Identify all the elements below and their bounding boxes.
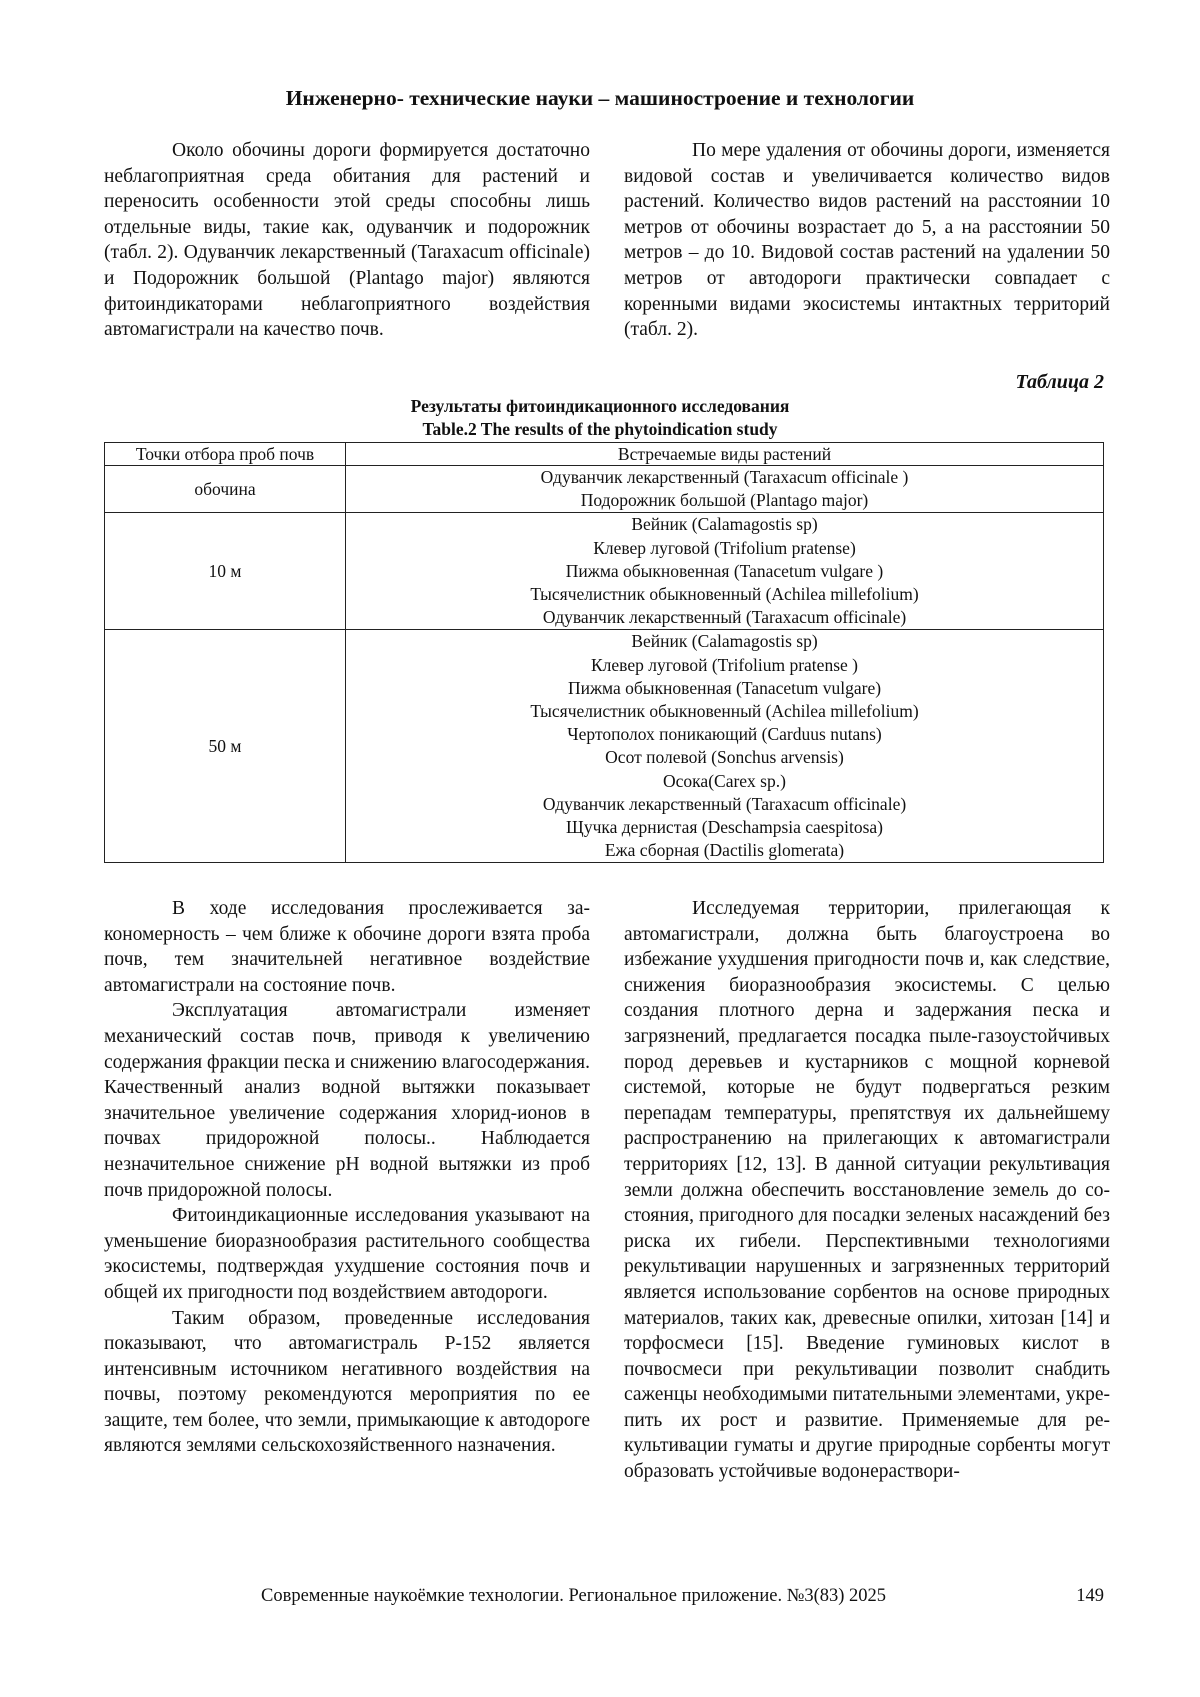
table-row (105, 630, 1104, 863)
paragraph: Эксплуатация автомагистрали изменяет механический состав почв, приводя к увеличению содержания фракции песка и снижению влагосодержания. Качественный анализ водной вытяжки показывает значительное увеличение содержания хлорид-ионов в почвах придорожной полосы.. Наблюдается незначительное снижение pH водной вытяжки из проб почв придорожной полосы. (104, 1000, 590, 1201)
table-title-ru: Результаты фитоиндикационного исследования (410, 396, 790, 416)
paragraph: Около обочины дороги формируется достаточно неблагоприятная среда обитания для растений и переносить особенности этой среды способны лишь отдельные виды, такие как, одуванчик и подорожник (табл. 2). Одуванчик лекарственный (Taraxacum officinale) и Подорожник большой (Plantago major) являются фитоиндикаторами неблагоприятного воздействия автомагистрали на качество почв. (104, 140, 590, 341)
table-row (105, 513, 1104, 630)
column-bottom-left (104, 896, 590, 1459)
paragraph: Таким образом, проведенные исследования показывают, что автомагистраль Р-152 является интенсивным источником негативного воздействия на почвы, поэтому рекомендуются мероприятия по ее защите, тем более, что земли, примыкающие к автодороге являются землями сельскохозяйственного назначения. (104, 1307, 590, 1457)
species-cell (346, 513, 1104, 630)
column-header: Точки отбора проб почв (105, 443, 346, 466)
paragraph: По мере удаления от обочины дороги, изменяется видовой состав и увеличивается количество видов растений. Количество видов растений на расстоянии 10 метров от обочины возрастает до 5, а на расстоянии 50 метров – до 10. Видовой состав растений на удалении 50 метров от автодороги практически совпадает с коренными видами экосистемы интактных территорий (табл. 2). (624, 140, 1110, 341)
species-table (104, 442, 1104, 863)
species-item: Подорожник большой (Plantago major) (580, 490, 869, 511)
column-header: Встречаемые виды растений (346, 443, 1104, 466)
sampling-point-cell: 10 м (105, 513, 346, 630)
table-row (105, 466, 1104, 513)
table-header-row (105, 443, 1104, 466)
species-item: Ежа сборная (Dactilis glomerata) (604, 840, 845, 861)
column-bottom-right (624, 896, 1110, 1485)
species-item: Клевер луговой (Trifolium pratense) (593, 537, 856, 558)
column-top-right (624, 138, 1110, 343)
species-item: Одуванчик лекарственный (Taraxacum officinale) (542, 793, 907, 814)
species-cell (346, 466, 1104, 513)
table-title-en: Table.2 The results of the phytoindication study (422, 419, 778, 439)
species-cell (346, 630, 1104, 863)
table-label: Таблица 2 (1015, 371, 1104, 393)
species-item: Пижма обыкновенная (Tanacetum vulgare) (567, 677, 882, 698)
paragraph: В ходе исследования прослеживается закономерность – чем ближе к обочине дороги взята проба почв, тем значительней негативное воздействие автомагистрали на состояние почв. (104, 898, 590, 996)
species-item: Тысячелистник обыкновенный (Achilea millefolium) (530, 701, 919, 722)
column-top-left (104, 138, 590, 343)
running-title: Инженерно- технические науки – машиностроение и технологии (285, 86, 915, 110)
species-item: Одуванчик лекарственный (Taraxacum officinale) (542, 607, 907, 628)
sampling-point-cell: обочина (105, 466, 346, 513)
species-item: Одуванчик лекарственный (Taraxacum officinale ) (540, 467, 909, 487)
page-number: 149 (1076, 1586, 1104, 1606)
paragraph: Фитоиндикационные исследования указывают на уменьшение биоразнообразия растительного сообщества экосистемы, подтверждая ухудшение состояния почв и общей их пригодности под воздействием автодороги. (104, 1205, 590, 1303)
species-item: Щучка дернистая (Deschampsia caespitosa) (565, 817, 884, 838)
species-item: Осот полевой (Sonchus arvensis) (605, 747, 844, 768)
species-item: Осока(Carex sp.) (663, 770, 786, 791)
journal-footer: Современные наукоёмкие технологии. Региональное приложение. №3(83) 2025 (261, 1586, 887, 1606)
species-item: Тысячелистник обыкновенный (Achilea millefolium) (530, 584, 919, 605)
species-item: Пижма обыкновенная (Tanacetum vulgare ) (565, 560, 884, 581)
species-item: Вейник (Calamagostis sp) (631, 631, 818, 652)
species-item: Вейник (Calamagostis sp) (631, 514, 818, 535)
sampling-point-cell: 50 м (105, 630, 346, 863)
species-item: Клевер луговой (Trifolium pratense ) (591, 654, 858, 675)
paragraph: Исследуемая территории, прилегающая к автомагистрали, должна быть благоустроена во избежание ухудшения пригодности почв и, как следствие, снижения биоразнообразия экосистемы. С целью создания плотного дерна и задержания песка и загрязнений, предлагается посадка пыле-газоустойчивых пород деревьев и кустарников с мощной корневой системой, которые не будут подвергаться резким перепадам температуры, препятствуя их дальнейшему распространению на прилегающих к автомагистрали территориях [12, 13]. В данной ситуации рекультивация земли должна обеспечить восстановление земель до состояния, пригодного для посадки зеленых насаждений без риска их гибели. Перспективными технологиями рекультивации нарушенных и загрязненных территорий является использование сорбентов на основе природных материалов, таких как, древесные опилки, хитозан [14] и торфосмеси [15]. Введение гуминовых кислот в почвосмеси при рекультивации позволит снабдить саженцы необходимыми питательными элементами, укрепить их рост и развитие. Применяемые для рекультивации гуматы и другие природные сорбенты могут образовать устойчивые водонераствори- (624, 898, 1110, 1483)
species-item: Чертополох поникающий (Carduus nutans) (567, 724, 882, 745)
